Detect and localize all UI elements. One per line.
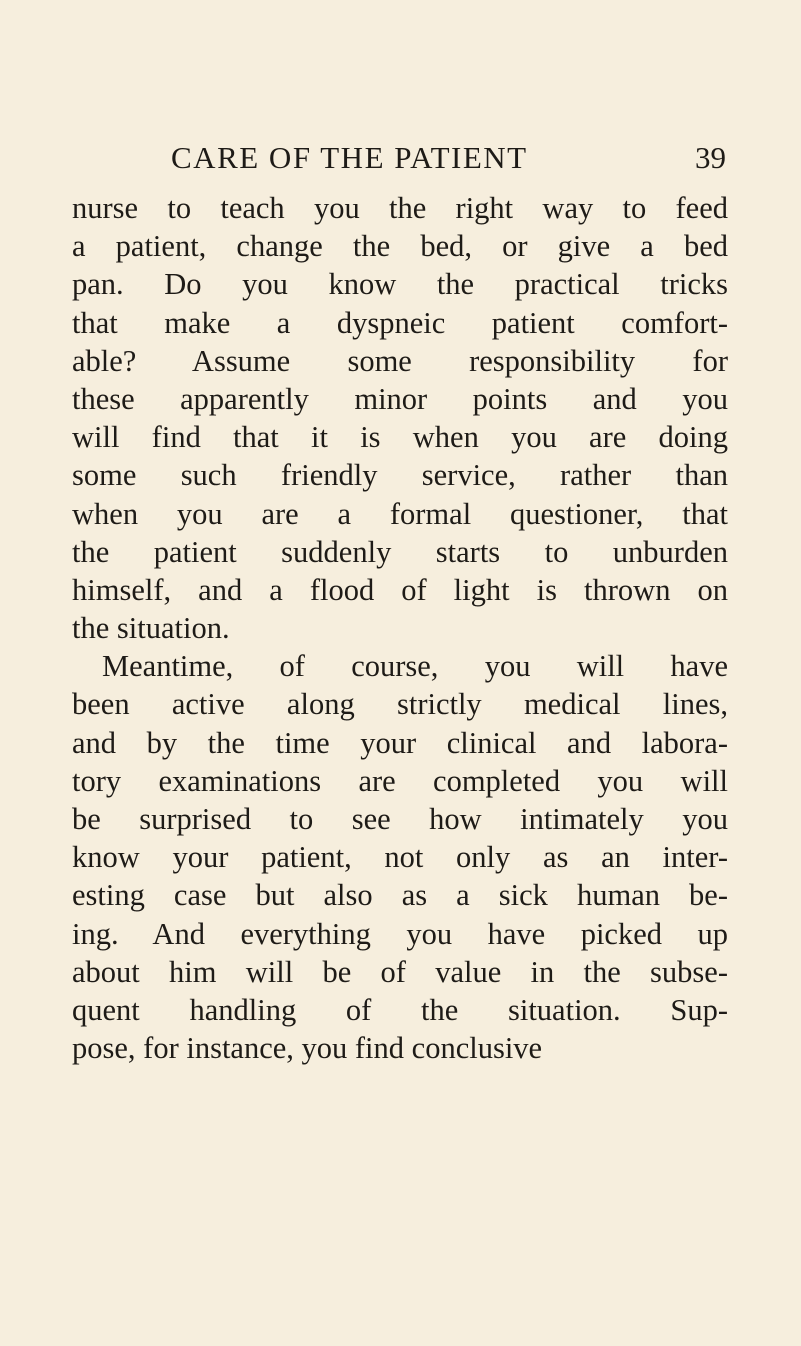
text-line: tory examinations are completed you will: [72, 763, 728, 798]
text-line: and by the time your clinical and labora-: [72, 725, 728, 760]
text-line: Meantime, of course, you will have: [102, 649, 728, 684]
text-line: pose, for instance, you find conclusive: [72, 1031, 543, 1066]
running-head-title: CARE OF THE PATIENT: [171, 140, 528, 175]
page-number: 39: [695, 140, 726, 175]
text-line: the situation.: [72, 611, 230, 646]
text-line: know your patient, not only as an inter-: [72, 840, 728, 875]
text-line: a patient, change the bed, or give a bed: [72, 229, 728, 264]
text-line: the patient suddenly starts to unburden: [72, 534, 728, 569]
body-text: [72, 189, 728, 1067]
text-line: quent handling of the situation. Sup-: [72, 992, 728, 1027]
text-line: that make a dyspneic patient comfort-: [72, 305, 728, 340]
text-line: been active along strictly medical lines,: [72, 687, 728, 722]
text-line: pan. Do you know the practical tricks: [72, 267, 728, 302]
running-head: [70, 138, 726, 178]
text-line: about him will be of value in the subse-: [72, 954, 728, 989]
text-line: esting case but also as a sick human be-: [72, 878, 728, 913]
text-line: ing. And everything you have picked up: [72, 916, 728, 951]
text-line: himself, and a flood of light is thrown on: [72, 572, 728, 607]
text-line: will find that it is when you are doing: [72, 420, 728, 455]
text-line: these apparently minor points and you: [72, 381, 728, 416]
text-line: when you are a formal questioner, that: [72, 496, 728, 531]
text-line: able? Assume some responsibility for: [72, 343, 728, 378]
text-line: be surprised to see how intimately you: [72, 802, 728, 836]
text-line: nurse to teach you the right way to feed: [72, 191, 728, 225]
text-line: some such friendly service, rather than: [72, 458, 728, 493]
